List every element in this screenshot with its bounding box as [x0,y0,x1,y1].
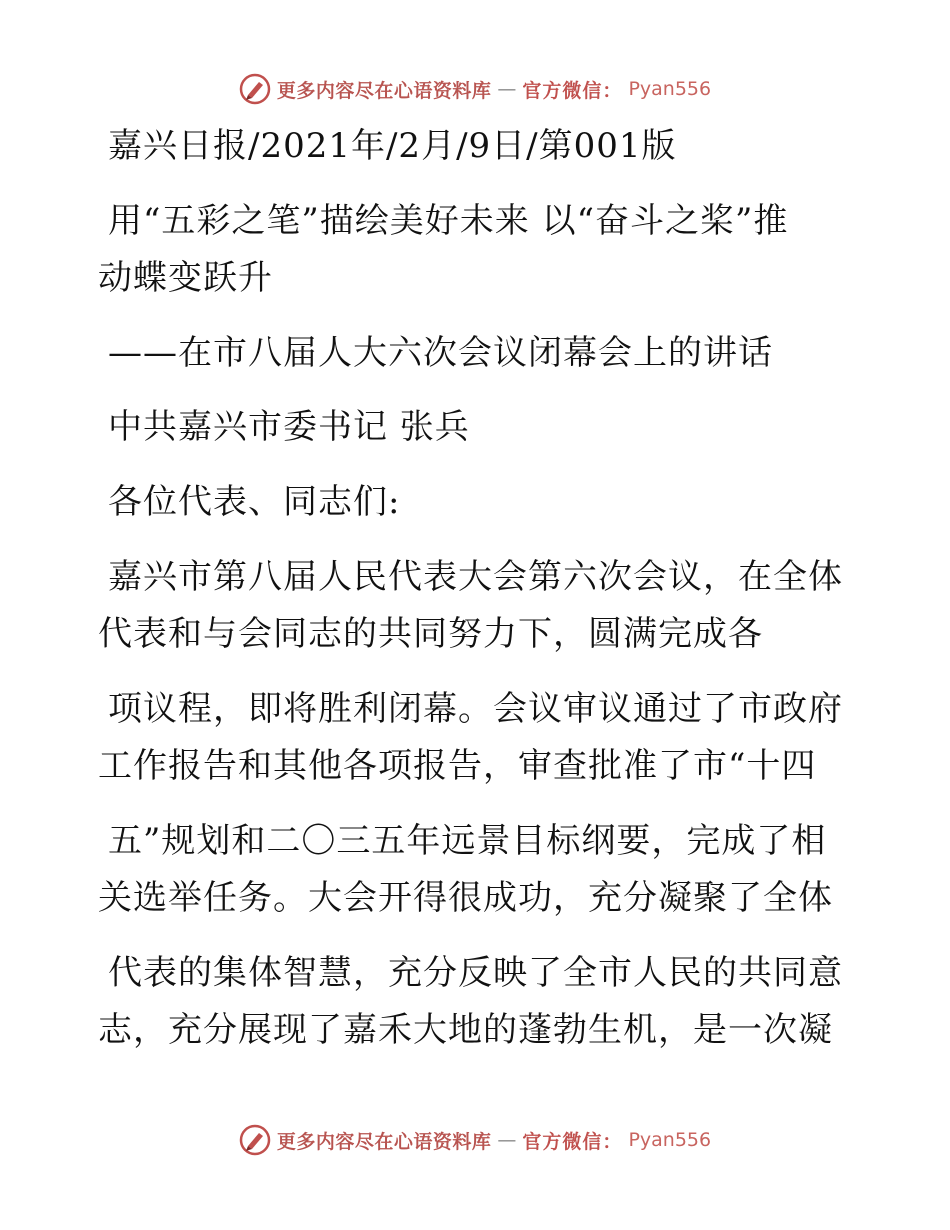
watermark-contact-id: Pyan556 [628,78,712,100]
watermark-contact-label: 官方微信： [522,1130,623,1153]
watermark-text: 更多内容尽在心语资料库 [276,79,492,102]
body-line: 嘉兴市第八届人民代表大会第六次会议，在全体 [108,557,843,597]
footer-watermark [0,1124,950,1156]
watermark-contact-id: Pyan556 [628,1129,712,1151]
watermark-separator: — [497,78,517,100]
source-line: 嘉兴日报/2021年/2月/9日/第001版 [108,126,677,166]
article-title-line-1: 用“五彩之笔”描绘美好未来 以“奋斗之桨”推 [108,201,789,241]
body-line: 工作报告和其他各项报告，审查批准了市“十四 [98,746,817,786]
body-line: 关选举任务。大会开得很成功，充分凝聚了全体 [98,878,833,918]
pen-logo-icon [239,73,271,105]
watermark-text: 更多内容尽在心语资料库 [276,1130,492,1153]
pen-logo-icon [239,1124,271,1156]
body-line: 志，充分展现了嘉禾大地的蓬勃生机，是一次凝 [98,1010,833,1050]
body-line: 项议程，即将胜利闭幕。会议审议通过了市政府 [108,689,843,729]
article-title-line-2: 动蝶变跃升 [98,258,273,298]
article-subtitle: ——在市八届人大六次会议闭幕会上的讲话 [108,333,773,373]
watermark-contact-label: 官方微信： [522,79,623,102]
salutation: 各位代表、同志们: [108,482,401,522]
watermark-separator: — [497,1129,517,1151]
header-watermark [0,73,950,105]
body-line: 代表的集体智慧，充分反映了全市人民的共同意 [108,953,843,993]
body-line: 五”规划和二〇三五年远景目标纲要，完成了相 [108,821,827,861]
article-author: 中共嘉兴市委书记 张兵 [108,407,470,447]
body-line: 代表和与会同志的共同努力下，圆满完成各 [98,614,763,654]
